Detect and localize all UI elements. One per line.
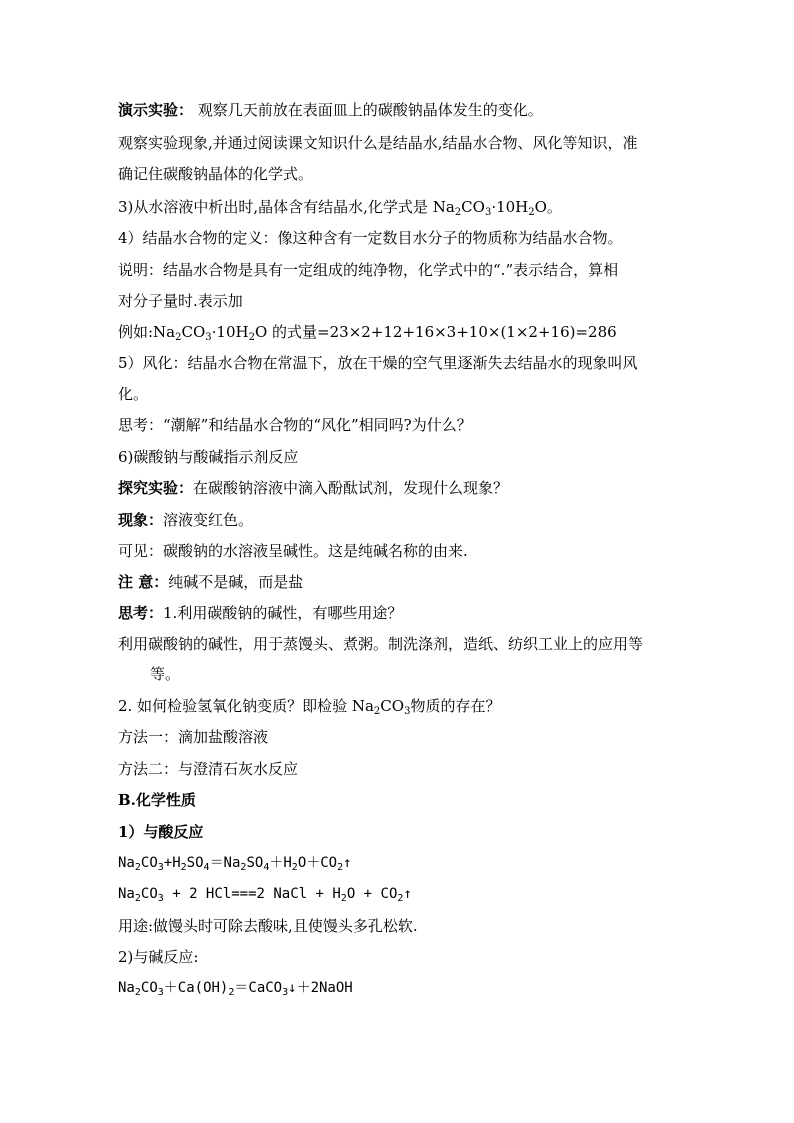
example-line: 例如$:Na_2CO_3\cdot 10H_2O$ 的式量=23×2+12+16×3+10×(1×2+16)=286 <box>118 323 617 343</box>
usage-line: 用途:做馒头时可除去酸味,且使馒头多孔松软. <box>118 917 418 935</box>
explore-line: 探究实验：在碳酸钠溶液中滴入酚酞试剂，发现什么现象？ <box>118 479 509 497</box>
observe-line-2: 确记住碳酸钠晶体的化学式。 <box>118 165 314 183</box>
crystal-formula-line: 3)从水溶液中析出时,晶体含有结晶水,化学式是 $Na_2CO_3\cdot 10H_2O$。 <box>118 198 562 218</box>
explore-label: 探究实验： <box>118 479 194 497</box>
think-label: 思考： <box>118 604 164 622</box>
think-question-1: 思考：“潮解”和结晶水合物的“风化”相同吗?为什么？ <box>118 416 472 434</box>
phenomenon-line: 现象：溶液变红色。 <box>118 511 254 529</box>
uses-line-1: 利用碳酸钠的碱性，用于蒸馒头、煮粥。制洗涤剂，造纸、纺织工业上的应用等 <box>118 635 644 653</box>
attention-line: 注 意：纯碱不是碱，而是盐 <box>118 573 304 591</box>
equation-3: $Na_2CO_3+Ca(OH)_2=CaCO_3↓+2NaOH$ <box>118 980 353 998</box>
hydrate-definition: 4）结晶水合物的定义：像这种含有一定数目水分子的物质称为结晶水合物。 <box>118 229 623 247</box>
attention-label: 注 意： <box>118 573 169 591</box>
subsection-acid-reaction: 1）与酸反应 <box>118 823 204 841</box>
observe-line-1: 观察实验现象,并通过阅读课文知识什么是结晶水,结晶水合物、风化等知识，准 <box>118 134 638 152</box>
indicator-heading: 6)碳酸钠与酸碱指示剂反应 <box>118 448 299 466</box>
section-chemical-properties: B.化学性质 <box>118 791 196 809</box>
phenomenon-label: 现象： <box>118 511 164 529</box>
demo-line <box>118 100 543 120</box>
subsection-base-reaction: 2)与碱反应: <box>118 948 199 966</box>
equation-2: $Na_2CO_3 + 2$ HCl===2 NaCl + $H_2O$ + $CO_2↑$ <box>118 886 412 904</box>
equation-1: $Na_2CO_3+H_2SO_4=Na_2SO_4+H_2O+CO_2↑$ <box>118 855 352 873</box>
demo-label: 演示实验： <box>118 101 194 119</box>
method-2: 方法二：与澄清石灰水反应 <box>118 760 299 778</box>
conclusion-line: 可见：碳酸钠的水溶液呈碱性。这是纯碱名称的由来. <box>118 542 468 560</box>
note-line-1: 说明：结晶水合物是具有一定组成的纯净物，化学式中的“.”表示结合，算相 <box>118 261 619 279</box>
note-line-2: 对分子量时.表示加 <box>118 292 243 310</box>
method-1: 方法一：滴加盐酸溶液 <box>118 728 269 746</box>
think-question-2: 思考：1.利用碳酸钠的碱性，有哪些用途？ <box>118 604 403 622</box>
efflorescence-line-2: 化。 <box>118 385 149 403</box>
demo-text: 观察几天前放在表面皿上的碳酸钠晶体发生的变化。 <box>193 101 543 119</box>
efflorescence-line-1: 5）风化：结晶水合物在常温下，放在干燥的空气里逐渐失去结晶水的现象叫风 <box>118 354 638 372</box>
test-question-line: 2. 如何检验氢氧化钠变质？即检验 $Na_2CO_3$物质的存在？ <box>118 697 501 717</box>
uses-line-2: 等。 <box>150 665 181 683</box>
